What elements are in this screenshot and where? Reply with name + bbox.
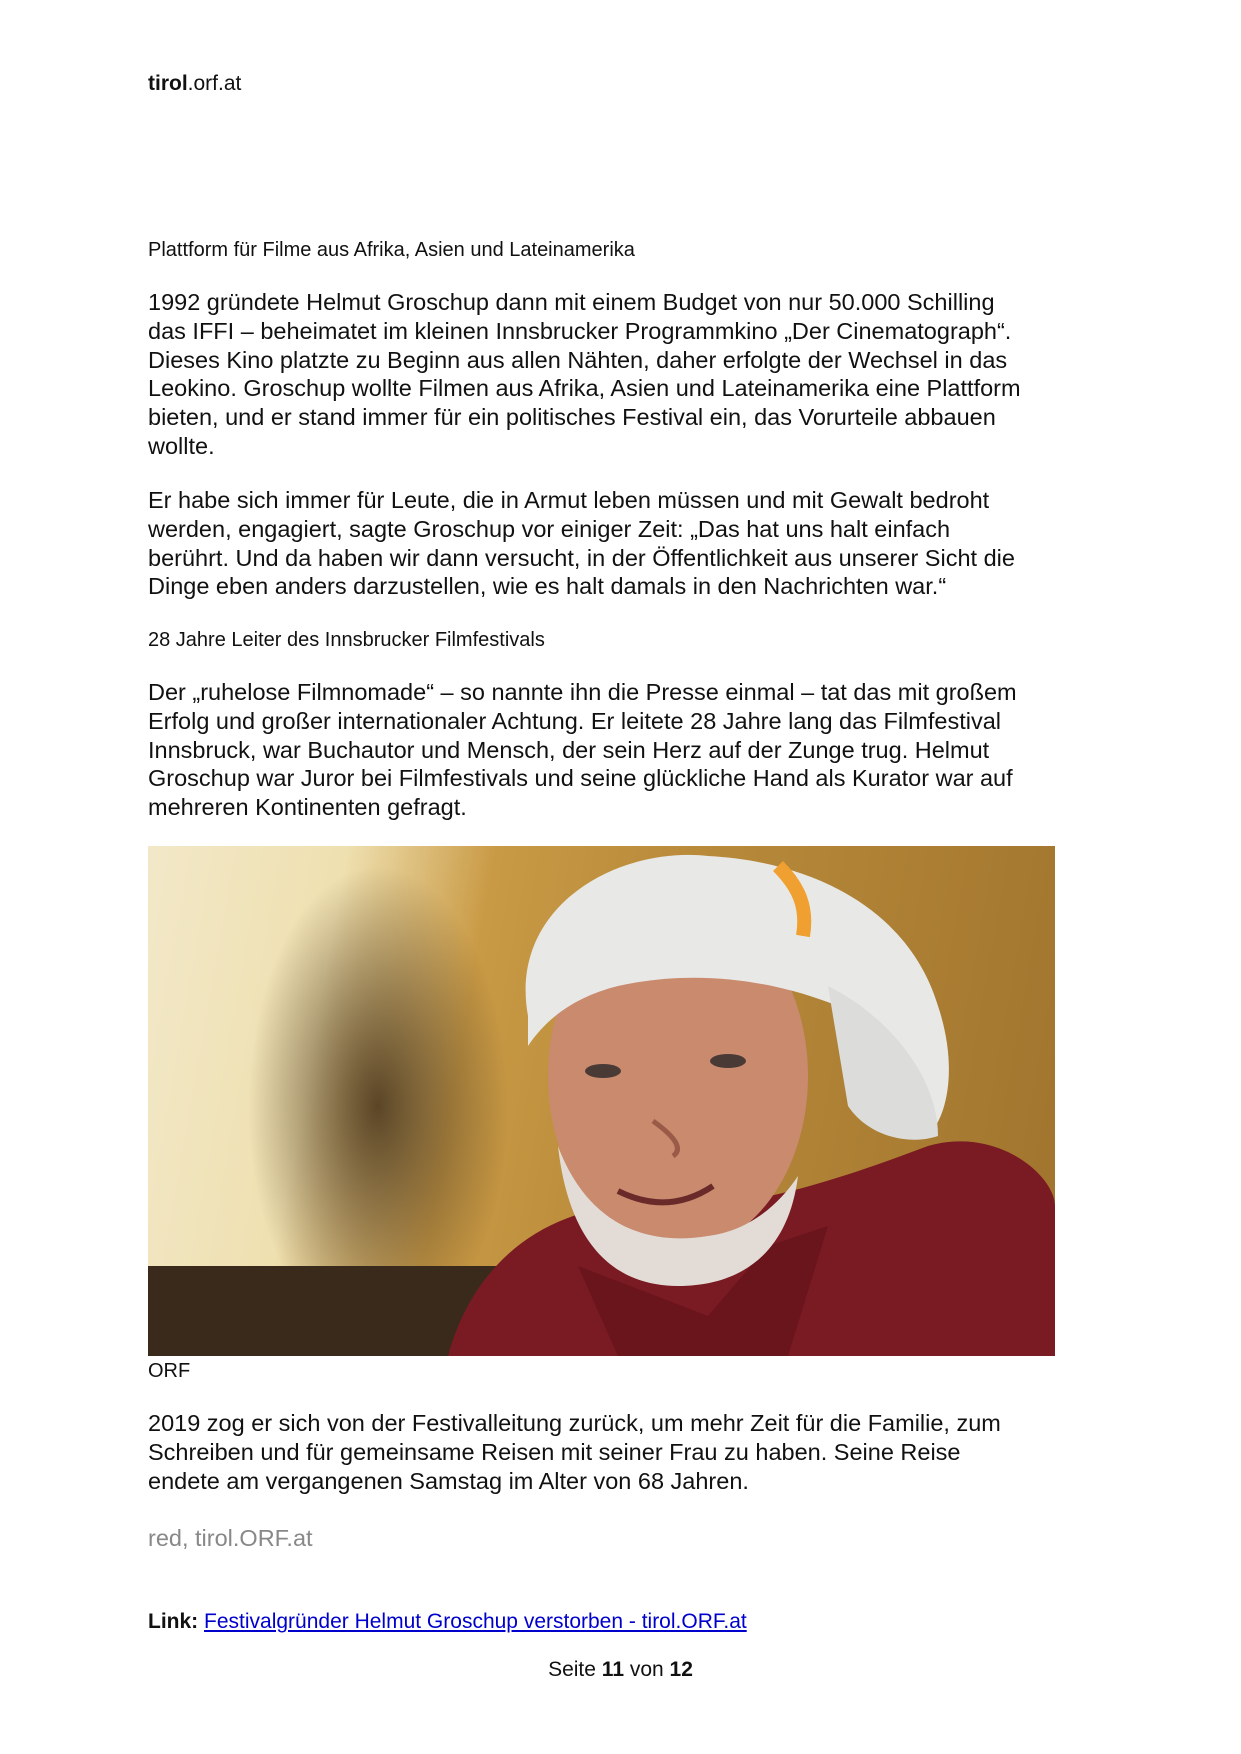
portrait-illustration xyxy=(148,846,1055,1356)
photo-caption: ORF xyxy=(148,1360,191,1382)
site-name: tirol.orf.at xyxy=(148,72,242,95)
paragraph: 2019 zog er sich von der Festivalleitung zurück, um mehr Zeit für die Familie, zum Schreiben und für gemeinsame Reisen mit seiner Frau zu haben. Seine Reise endete am vergangenen Samstag im Alter von 68 Jahren. xyxy=(148,1410,1001,1494)
byline: red, tirol.ORF.at xyxy=(148,1525,313,1551)
section-heading: 28 Jahre Leiter des Innsbrucker Filmfestivals xyxy=(148,629,545,651)
paragraph: Er habe sich immer für Leute, die in Armut leben müssen und mit Gewalt bedroht werden, engagiert, sagte Groschup vor einiger Zeit: „Das hat uns halt einfach berührt. Und da haben wir dann versucht, in der Öffentlichkeit aus unserer Sicht die Dinge eben anders darzustellen, wie es halt damals in den Nachrichten war.“ xyxy=(148,487,1015,600)
paragraph: 1992 gründete Helmut Groschup dann mit einem Budget von nur 50.000 Schilling das IFFI – beheimatet im kleinen Innsbrucker Programmkino „Der Cinematograph“. Dieses Kino platzte zu Beginn aus allen Nähten, daher erfolgte der Wechsel in das Leokino. Groschup wollte Filmen aus Afrika, Asien und Lateinamerika eine Plattform bieten, und er stand immer für ein politisches Festival ein, das Vorurteile abbauen wollte. xyxy=(148,289,1021,459)
link-label: Link: xyxy=(148,1610,199,1633)
paragraph: Der „ruhelose Filmnomade“ – so nannte ihn die Presse einmal – tat das mit großem Erfolg und großer internationaler Achtung. Er leitete 28 Jahre lang das Filmfestival Innsbruck, war Buchautor und Mensch, der sein Herz auf der Zunge trug. Helmut Groschup war Juror bei Filmfestivals und seine glückliche Hand als Kurator war auf mehreren Kontinenten gefragt. xyxy=(148,679,1017,821)
page-number: Seite 11 von 12 xyxy=(548,1658,693,1681)
section-heading: Plattform für Filme aus Afrika, Asien und Lateinamerika xyxy=(148,239,635,261)
source-link-row xyxy=(148,1610,747,1634)
source-link[interactable]: Festivalgründer Helmut Groschup verstorben - tirol.ORF.at xyxy=(204,1610,747,1633)
portrait-photo xyxy=(148,846,1055,1356)
